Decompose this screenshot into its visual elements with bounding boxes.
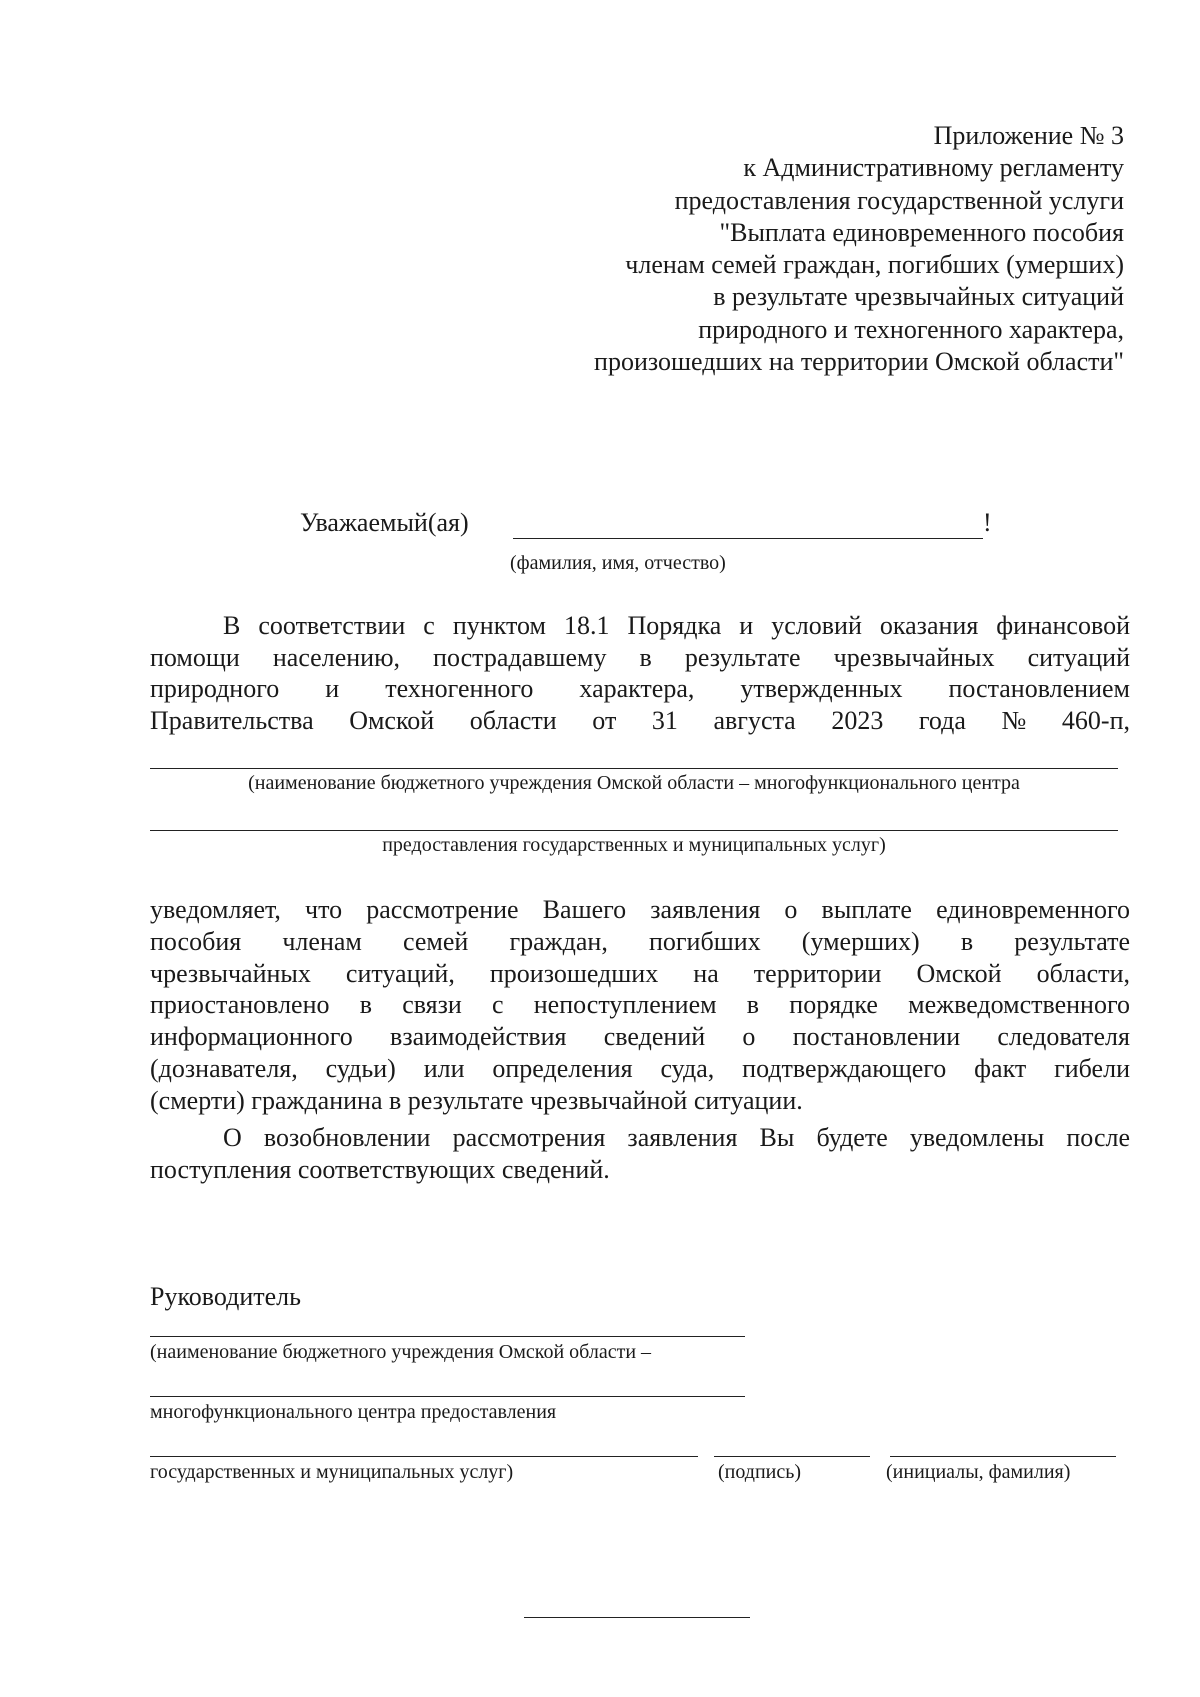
appendix-line: Приложение № 3 <box>933 121 1124 150</box>
signatory-org-hint-3: государственных и муниципальных услуг) <box>150 1461 514 1483</box>
signatory-org-hint-2: многофункционального центра предоставления <box>150 1401 557 1423</box>
organization-name-field-2[interactable] <box>150 830 1118 831</box>
appendix-line: природного и техногенного характера, <box>698 314 1124 344</box>
paragraph-notification <box>150 894 1130 1117</box>
appendix-line: членам семей граждан, погибших (умерших) <box>625 250 1124 280</box>
signature-hint: (подпись) <box>718 1461 802 1483</box>
signatory-org-hint-1: (наименование бюджетного учреждения Омской области – <box>150 1341 652 1363</box>
paragraph-line: (смерти) гражданина в результате чрезвычайной ситуации. <box>150 1085 803 1115</box>
paragraph-line: приостановлено в связи с непоступлением в порядке межведомственного <box>150 990 1130 1020</box>
signatory-title: Руководитель <box>150 1282 301 1311</box>
signatory-org-field-2[interactable] <box>150 1396 745 1397</box>
initials-surname-hint: (инициалы, фамилия) <box>886 1461 1071 1483</box>
footer-divider <box>524 1617 750 1618</box>
greeting-exclamation: ! <box>983 508 992 537</box>
organization-hint-2: предоставления государственных и муниципальных услуг) <box>382 834 886 856</box>
paragraph-line: природного и техногенного характера, утвержденных постановлением <box>150 674 1130 703</box>
appendix-line: произошедших на территории Омской области" <box>594 347 1124 377</box>
greeting-label: Уважаемый(ая) <box>300 508 469 537</box>
organization-hint-1: (наименование бюджетного учреждения Омской области – многофункционального центра <box>248 772 1020 794</box>
signatory-org-field-1[interactable] <box>150 1336 745 1337</box>
initials-surname-field[interactable] <box>890 1456 1116 1457</box>
paragraph-line: чрезвычайных ситуаций, произошедших на территории Омской области, <box>150 958 1130 988</box>
recipient-name-field[interactable] <box>513 538 983 539</box>
appendix-line: предоставления государственной услуги <box>674 185 1124 215</box>
appendix-header <box>404 120 1124 378</box>
paragraph-line: помощи населению, пострадавшему в результате чрезвычайных ситуаций <box>150 642 1130 672</box>
paragraph-line: информационного взаимодействия сведений о постановлении следователя <box>150 1022 1130 1052</box>
appendix-line: к Административному регламенту <box>743 153 1124 183</box>
paragraph-line: Правительства Омской области от 31 августа 2023 года № 460-п, <box>150 705 1130 735</box>
paragraph-line: (дознавателя, судьи) или определения суда, подтверждающего факт гибели <box>150 1053 1130 1083</box>
paragraph-line: поступления соответствующих сведений. <box>150 1154 610 1184</box>
paragraph-line: В соответствии с пунктом 18.1 Порядка и условий оказания финансовой <box>223 611 1130 640</box>
appendix-line: "Выплата единовременного пособия <box>719 217 1124 247</box>
signatory-org-field-3[interactable] <box>150 1456 698 1457</box>
recipient-name-hint: (фамилия, имя, отчество) <box>510 552 726 574</box>
paragraph-line: О возобновлении рассмотрения заявления Вы будете уведомлены после <box>223 1123 1130 1152</box>
paragraph-line: уведомляет, что рассмотрение Вашего заявления о выплате единовременного <box>150 895 1130 924</box>
organization-name-field-1[interactable] <box>150 768 1118 769</box>
signature-field[interactable] <box>714 1456 870 1457</box>
appendix-line: в результате чрезвычайных ситуаций <box>713 282 1124 312</box>
paragraph-resumption <box>150 1122 1130 1186</box>
paragraph-line: пособия членам семей граждан, погибших (умерших) в результате <box>150 926 1130 956</box>
paragraph-legal-basis <box>150 610 1130 736</box>
